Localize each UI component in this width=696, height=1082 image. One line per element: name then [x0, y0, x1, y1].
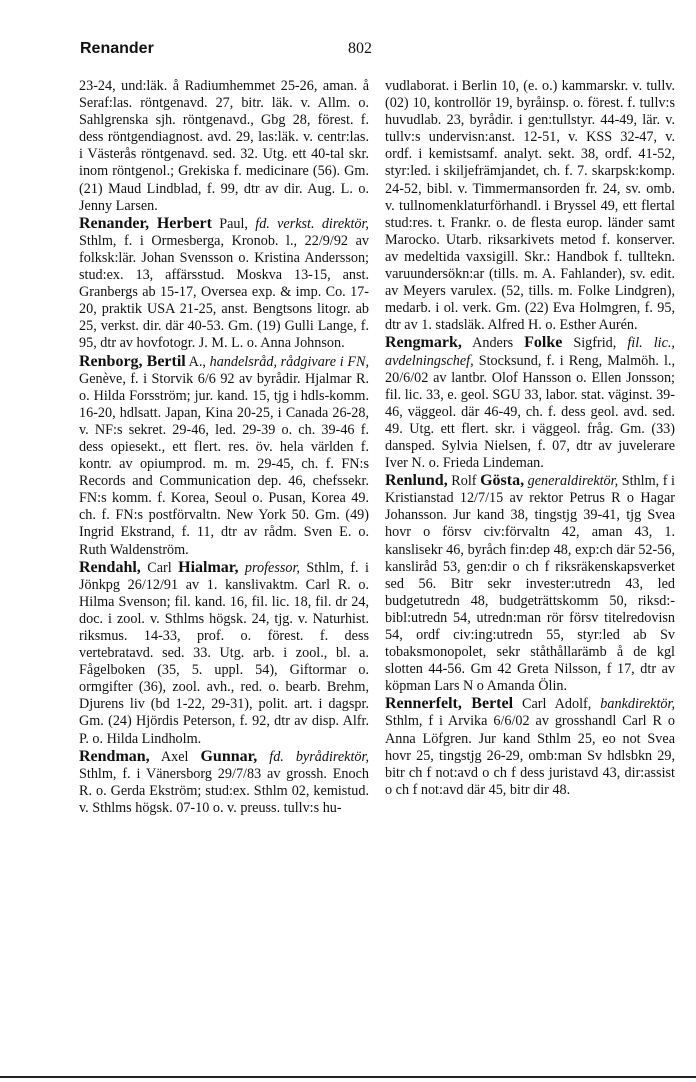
- entry-given-names: Rolf: [447, 473, 481, 490]
- entry-name-called: Hialmar,: [178, 558, 239, 576]
- entry-name-called: Gösta,: [480, 472, 525, 490]
- entry-name: Renlund,: [385, 472, 448, 490]
- entry-text: Sthlm, f i Arvika 6/6/02 av grosshandl Carl R o Anna Löfgren. Jur kand Sthlm 25, eo not Svea hovr 25, tingstjg 26-29, omb:man Sv hdlsbkn 29, bitr ch f not:avd o ch f dess juristavd 43, dir:assist o ch f not:avd där 45, bitr dir 48.: [385, 713, 675, 798]
- entry-name: Renander, Herbert: [79, 214, 212, 232]
- entry-text: Sthlm, f. i Jönkpg 26/12/91 av 1. kanslivaktm. Carl R. o. Hilma Svenson; fil. kand. 16, fil. lic. 18, fil. dr 24, doc. i zool. v. Sthlms högsk. 24, tjg. v. Naturhist. riksmus. 14-33, prof. o. förest. f. dess vertebratavd. sed. 33. Utg. arb. i zool., bl. a. Fågelboken (35, 5. uppl. 54), Giftormar o. ormgifter (36), zool. avh., red. o. bearb. Brehm, Djurens liv (bd 1-22, 29-31), polit. art. i dagspr. Gm. (24) Hjördis Peterson, f. 92, dtr av disp. Alfr. P. o. Hilda Lindholm.: [79, 559, 369, 747]
- entry-given-names: A.,: [185, 353, 210, 370]
- entry-renlund-gosta: [385, 472, 675, 695]
- right-column: [385, 78, 675, 799]
- running-head: Renander: [80, 40, 154, 57]
- entry-name-called: Gunnar,: [200, 747, 258, 765]
- page-number: 802: [348, 40, 372, 57]
- entry-name: Rendahl,: [79, 558, 141, 576]
- entry-name: Rennerfelt, Bertel: [385, 695, 514, 713]
- entry-given-names: Carl Adolf,: [513, 696, 601, 713]
- entry-rengmark-folke: [385, 334, 675, 472]
- entry-text: Sthlm, f. i Vänersborg 29/7/83 av grossh. Enoch R. o. Gerda Ekström; stud:ex. Sthlm 02, kemistud. v. Sthlms högsk. 07-10 o. v. preuss. tullv:s hu-: [79, 765, 369, 816]
- entry-text: Stocksund, f. i Reng, Malmöh. l., 20/6/02 av lantbr. Olof Hansson o. Ellen Jonsson; fil. lic. 33, e. geol. SGU 33, labor. stat. väginst. 39-46, väggeol. där 46-49, ch. f. dess geol. avd. sed. 49. Utg. ett flert. skr. i väggeol. fråg. Gm. (33) dansped. Sylvia Nielsen, f. 07, dtr av juvelerare Iver N. o. Frieda Lindeman.: [385, 352, 675, 472]
- entry-given-names: Paul,: [211, 215, 256, 232]
- entry-title: bankdirektör,: [600, 696, 676, 713]
- bottom-rule: [0, 1076, 696, 1078]
- entry-name: Renborg, Bertil: [79, 352, 186, 370]
- entry-title: fd. verkst. direktör,: [255, 215, 369, 232]
- entry-title: generaldirektör,: [524, 473, 619, 490]
- entry-given-names: Anders: [461, 335, 525, 352]
- entry-given-names-2: Sigfrid,: [562, 335, 628, 352]
- entry-rendman-gunnar: [79, 748, 369, 817]
- entry-name: Rengmark,: [385, 334, 462, 352]
- entry-title: handelsråd, rådgivare i FN,: [209, 353, 369, 370]
- continuation-text: vudlaborat. i Berlin 10, (e. o.) kammarskr. v. tullv. (02) 10, kontrollör 19, byråinsp. o. förest. f. tullv:s huvudlab. 23, byrådir. i gen:tullstyr. 44-49, lär. v. tullv:s undervisn:anst. 12-51, v. KSS 32-47, v. ordf. i kemistsamf. analyt. sekt. 38, ordf. 41-52, styr:led. i skiljefrämjandet, ch. f. 7. skarpsk:komp. 24-52, bibl. v. Timmermansorden fr. 24, sv. omb. v. tullnomenklaturförhandl. i Bryssel 49, ett flertal stud:res. t. Frankr. o. de flesta europ. länder samt Marocko. Utarb. riksarkivets metod f. konserver. av medeltida vaxsigill. Skr.: Handbok f. tulltekn. varuundersökn:ar (tills. m. A. Fahlander), sv. edit. av Meyers varulex. (52, tills. m. Folke Lindgren), medarb. i ol. verk. Gm. (22) Eva Holmgren, f. 95, dtr av 1. stadsläk. Alfred H. o. Esther Aurén.: [385, 78, 675, 334]
- left-column: [79, 78, 369, 817]
- entry-text: Sthlm, f i Kristianstad 12/7/15 av rektor Petrus R o Hagar Johansson. Jur kand 38, tingstjg 39-41, tjg Svea hovr o försv civ:förvaltn 42, aman 43, 1. kanslisekr 46, byråch fin:dep 48, exp:ch där 52-56, kansliråd 53, gen:dir o ch f riksräkenskapsverket sed 56. Bitr sekr invester:utredn 43, led budgetutredn 48, budgeträttskomm 50, riksd:-bibl:utredn 54, utredn:man rör försv titelredovisn 54, ordf civ:ing:utredn 55, styr:led ab Sv tobaksmonopolet, sekr ståthållarämb å de kgl slotten 44-56. Gm 42 Greta Nilsson, f 17, dtr av köpman Lars N o Amanda Ölin.: [385, 473, 675, 695]
- entry-given-names: Axel: [149, 748, 201, 765]
- entry-rennerfelt-bertel: [385, 695, 675, 799]
- continuation-text: 23-24, und:läk. å Radiumhemmet 25-26, aman. å Seraf:las. röntgenavd. 27, bitr. läk. v. Allm. o. Sahlgrenska sjh. röntgenavd., Gbg 28, förest. f. dess röntgendiagnost. avd. 29, las:läk. v. centr:las. i Västerås röntgenavd. sed. 32. Utg. ett 40-tal skr. inom röntgenol.; Grekiska f. medicinare (56). Gm. (21) Maud Lindblad, f. 99, dtr av dir. Aug. L. o. Jenny Larsen.: [79, 78, 369, 214]
- entry-renander-herbert: [79, 215, 369, 353]
- entry-title: fd. byrådirektör,: [257, 748, 369, 765]
- entry-text: Genève, f. i Storvik 6/6 92 av byrådir. Hjalmar R. o. Hilda Forsström; jur. kand. 15, tjg i hdls-komm. 16-20, hdlsatt. Japan, Kina 20-25, i Canada 26-28, v. NF:s sekret. 29-46, led. 29-39 o. ch. 39-46 f. dess opiesekt., ett flert. res. öv. hela världen f. kontr. av opiumprod. m. m. 29-45, ch. f. FN:s Records and Communication dep. 46, chefssekr. FN:s komm. f. Korea, Seoul o. Pusan, Korea 49. ch. f. FN:s postförvaltn. New York 50. Gm. (49) Ingrid Ekstrand, f. 11, dtr av rådm. Sven E. o. Ruth Waldenström.: [79, 370, 369, 558]
- entry-name: Rendman,: [79, 747, 150, 765]
- entry-title: professor,: [238, 559, 300, 576]
- entry-rendahl-hialmar: [79, 559, 369, 748]
- entry-title: fil. lic., avdelningschef,: [385, 335, 675, 369]
- entry-name-called: Folke: [524, 334, 563, 352]
- entry-text: Sthlm, f. i Ormesberga, Kronob. l., 22/9/92 av folksk:lär. Johan Svensson o. Kristina Andersson; stud:ex. 13, affärsstud. Moskva 13-15, anst. Granbergs ab 15-17, Oversea exp. & imp. Co. 17-20, praktik USA 21-25, anst. Bengtsons litogr. ab 25, verkst. dir. där 40-53. Gm. (19) Gulli Lange, f. 95, dtr av hovfotogr. J. M. L. o. Anna Johnson.: [79, 232, 369, 352]
- entry-given-names: Carl: [140, 559, 179, 576]
- entry-renborg-bertil: [79, 353, 369, 559]
